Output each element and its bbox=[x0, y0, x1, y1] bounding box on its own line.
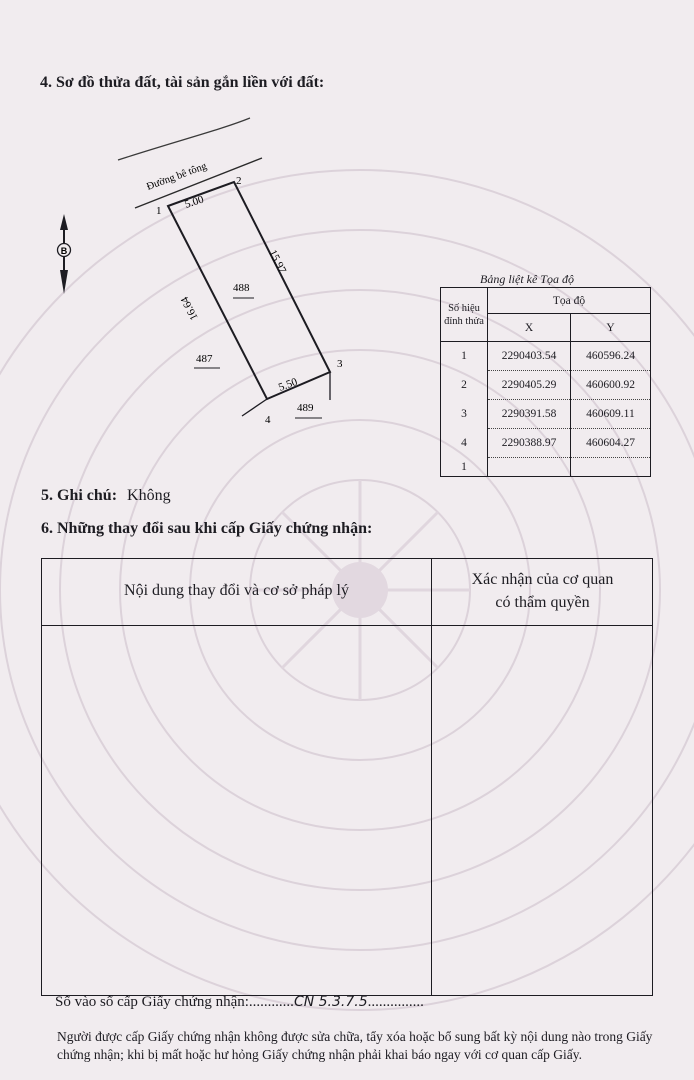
header-y: Y bbox=[571, 314, 651, 342]
coords-table-title: Bảng liệt kê Tọa độ bbox=[480, 272, 574, 286]
road-edge-upper bbox=[118, 118, 250, 160]
changes-table bbox=[41, 558, 653, 996]
edge-top-length: 5.00 bbox=[183, 193, 206, 211]
vertex-2-label: 2 bbox=[236, 175, 242, 187]
vertex-1-label: 1 bbox=[156, 205, 162, 217]
point-cell: 1 bbox=[461, 350, 467, 362]
vertex-4-label: 4 bbox=[265, 414, 271, 426]
north-arrow-letter: B bbox=[60, 246, 68, 256]
x-cell: 2290405.29 bbox=[488, 371, 570, 400]
edge-left-length: 16.64 bbox=[178, 294, 201, 323]
y-cell: 460609.11 bbox=[571, 400, 650, 429]
changes-col1-header: Nội dung thay đổi và cơ sở pháp lý bbox=[124, 582, 349, 599]
footer-warning: Người được cấp Giấy chứng nhận không được sửa chữa, tẩy xóa hoặc bổ sung bất kỳ nội dung nào trong Giấy chứng nhận; khi bị mất hoặc hư hỏng Giấy chứng nhận phải khai báo ngay với cơ quan cấp Giấy. bbox=[57, 1029, 653, 1062]
register-line bbox=[55, 994, 424, 1011]
vertex-3-label: 3 bbox=[337, 358, 343, 370]
register-label: Số vào sổ cấp Giấy chứng nhận:............ bbox=[55, 994, 294, 1010]
edge-bottom-length: 5.50 bbox=[276, 375, 300, 394]
y-cell: 460600.92 bbox=[571, 371, 650, 400]
coords-table bbox=[440, 287, 651, 477]
x-column bbox=[488, 342, 571, 477]
section6-title: 6. Những thay đổi sau khi cấp Giấy chứng nhận: bbox=[41, 520, 373, 537]
point-cell: 2 bbox=[461, 379, 467, 391]
edge-right-length: 15.97 bbox=[266, 247, 289, 276]
header-divider bbox=[42, 625, 652, 626]
changes-col2-line2: có thẩm quyền bbox=[495, 594, 590, 611]
y-cell: 460604.27 bbox=[571, 429, 650, 458]
x-cell: 2290403.54 bbox=[488, 342, 570, 371]
section5-label: 5. Ghi chú: bbox=[41, 487, 118, 504]
header-x: X bbox=[488, 314, 571, 342]
y-column bbox=[571, 342, 651, 477]
section5-value: Không bbox=[127, 487, 171, 504]
y-cell: 460596.24 bbox=[571, 342, 650, 371]
x-cell: 2290388.97 bbox=[488, 429, 570, 458]
x-cell: 2290391.58 bbox=[488, 400, 570, 429]
x-cell bbox=[488, 458, 570, 476]
point-cell: 3 bbox=[461, 408, 467, 420]
point-cell: 4 bbox=[461, 437, 467, 449]
y-cell bbox=[571, 458, 650, 476]
section4-title: 4. Sơ đồ thửa đất, tài sản gắn liền với đất: bbox=[40, 74, 325, 91]
parcel-number: 488 bbox=[233, 282, 250, 294]
register-dots: ............... bbox=[367, 994, 424, 1010]
changes-col2-header bbox=[431, 568, 654, 614]
neighbor-boundary-left bbox=[242, 399, 267, 416]
section5-note bbox=[41, 487, 171, 505]
changes-col2-line1: Xác nhận của cơ quan bbox=[471, 571, 614, 588]
point-column bbox=[441, 342, 488, 477]
road-label: Đường bê tông bbox=[145, 160, 209, 193]
register-number: CN 5.3.7.5 bbox=[293, 994, 368, 1010]
neighbor-bottom-number: 489 bbox=[297, 402, 314, 414]
neighbor-left-number: 487 bbox=[196, 353, 213, 365]
parcel-diagram bbox=[40, 110, 360, 430]
header-coord: Tọa độ bbox=[488, 288, 651, 314]
point-cell: 1 bbox=[461, 461, 467, 473]
header-point: Số hiệu đỉnh thửa bbox=[441, 288, 488, 342]
